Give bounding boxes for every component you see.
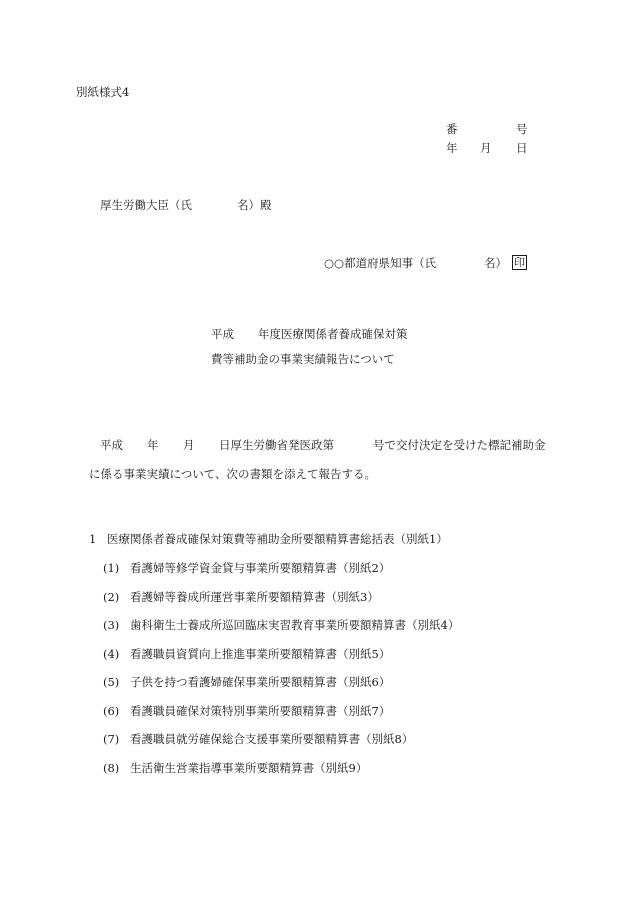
date-month: 月: [480, 141, 492, 155]
list-item-number: (8): [103, 761, 120, 775]
main-item-number: 1: [89, 532, 97, 546]
body-month: 月: [183, 438, 195, 452]
sender-suffix: 名）: [484, 256, 507, 270]
number-label: 番: [446, 122, 458, 136]
body-ministry: 日厚生労働省発医政第: [219, 438, 334, 452]
addressee-suffix: 名）殿: [237, 198, 272, 212]
body-era: 平成: [100, 438, 123, 452]
seal-text: 印: [514, 256, 525, 269]
seal-mark: [512, 255, 527, 270]
body-line2: に係る事業実績について、次の書類を添えて報告する。: [89, 467, 377, 481]
list-item-text: 看護婦等修学資金貸与事業所要額精算書（別紙2）: [130, 561, 391, 575]
list-item-text: 生活衛生営業指導事業所要額精算書（別紙9）: [130, 761, 368, 775]
list-item-number: (7): [103, 732, 120, 746]
list-item-number: (1): [103, 561, 120, 575]
title-line2: 費等補助金の事業実績報告について: [211, 352, 395, 366]
list-item-text: 子供を持つ看護婦確保事業所要額精算書（別紙6）: [130, 675, 391, 689]
list-item-text: 看護職員確保対策特別事業所要額精算書（別紙7）: [130, 704, 391, 718]
body-year: 年: [147, 438, 159, 452]
form-label: 別紙様式4: [76, 85, 130, 99]
body-number-rest: 号で交付決定を受けた標記補助金: [373, 438, 546, 452]
list-item-number: (4): [103, 647, 120, 661]
list-item-text: 歯科衛生士養成所巡回臨床実習教育事業所要額精算書（別紙4）: [130, 618, 460, 632]
list-item-text: 看護婦等養成所運営事業所要額精算書（別紙3）: [130, 590, 379, 604]
list-item-number: (3): [103, 618, 120, 632]
number-suffix: 号: [516, 122, 528, 136]
date-year: 年: [446, 141, 458, 155]
main-item-text: 医療関係者養成確保対策費等補助金所要額精算書総括表（別紙1）: [107, 532, 448, 546]
sender-prefix: ○○都道府県知事（氏: [324, 256, 437, 270]
list-item-text: 看護職員就労確保総合支援事業所要額精算書（別紙8）: [130, 732, 414, 746]
date-day: 日: [516, 141, 528, 155]
addressee-prefix: 厚生労働大臣（氏: [100, 198, 192, 212]
title-line1: 年度医療関係者養成確保対策: [258, 327, 408, 341]
title-era: 平成: [211, 327, 234, 341]
list-item-text: 看護職員資質向上推進事業所要額精算書（別紙5）: [130, 647, 391, 661]
list-item-number: (6): [103, 704, 120, 718]
list-item-number: (2): [103, 590, 120, 604]
list-item-number: (5): [103, 675, 120, 689]
